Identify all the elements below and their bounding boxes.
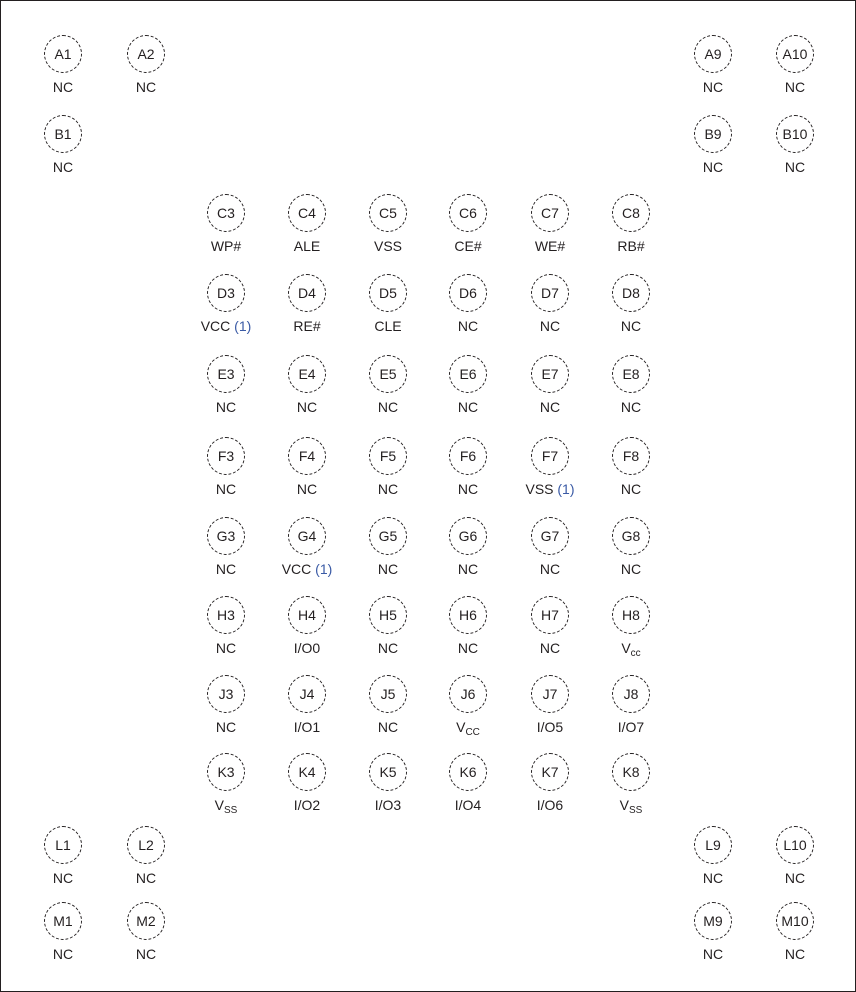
ball-id-label: C3	[217, 205, 235, 221]
signal-label	[537, 798, 563, 812]
signal-name: RB#	[617, 238, 645, 254]
signal-name: NC	[539, 318, 561, 334]
signal-label	[621, 482, 641, 496]
signal-label	[375, 798, 401, 812]
signal-name: I/O5	[536, 719, 564, 735]
ball-id-label: B9	[704, 126, 722, 142]
signal-label	[458, 319, 478, 333]
signal-name: VSS	[525, 481, 554, 497]
signal-label	[621, 400, 641, 414]
signal-subscript: SS	[224, 805, 238, 816]
ball-id-label: D7	[541, 285, 559, 301]
ball-id-label: H4	[298, 607, 316, 623]
signal-name: NC	[296, 399, 318, 415]
signal-name: NC	[377, 399, 399, 415]
signal-label	[458, 641, 478, 655]
ball-id-label: K7	[541, 764, 559, 780]
signal-label	[540, 319, 560, 333]
signal-name: NC	[135, 870, 157, 886]
signal-label	[211, 239, 241, 253]
signal-name: NC	[135, 79, 157, 95]
signal-label	[214, 797, 238, 816]
signal-name: NC	[457, 318, 479, 334]
ball-id-label: K5	[379, 764, 397, 780]
signal-name: NC	[784, 79, 806, 95]
signal-name: NC	[377, 561, 399, 577]
ball-id-label: E5	[379, 366, 397, 382]
signal-name: NC	[215, 561, 237, 577]
signal-name: V	[214, 797, 224, 813]
signal-label	[456, 719, 480, 738]
signal-name: NC	[377, 481, 399, 497]
ball-id-label: D5	[379, 285, 397, 301]
ball-id-label: K4	[298, 764, 316, 780]
ball-id-label: H7	[541, 607, 559, 623]
signal-label	[703, 947, 723, 961]
signal-name: RE#	[293, 318, 321, 334]
ball-id-label: M9	[703, 913, 723, 929]
signal-label	[53, 947, 73, 961]
signal-label	[294, 720, 320, 734]
signal-label	[617, 239, 644, 253]
signal-label	[703, 160, 723, 174]
signal-label	[201, 319, 252, 333]
signal-name: NC	[620, 481, 642, 497]
signal-label	[618, 720, 644, 734]
signal-label	[785, 160, 805, 174]
footnote-ref: (1)	[234, 318, 252, 334]
signal-label	[294, 798, 320, 812]
signal-label	[53, 871, 73, 885]
signal-label	[53, 160, 73, 174]
ball-id-label: K3	[217, 764, 235, 780]
signal-label	[378, 482, 398, 496]
signal-label	[458, 400, 478, 414]
signal-label	[458, 562, 478, 576]
signal-label	[294, 641, 320, 655]
ball-id-label: F3	[217, 448, 235, 464]
signal-name: NC	[620, 318, 642, 334]
ball-id-label: J8	[623, 686, 639, 702]
signal-name: NC	[702, 79, 724, 95]
signal-name: NC	[457, 481, 479, 497]
signal-name: I/O0	[293, 640, 321, 656]
ball-id-label: F5	[379, 448, 397, 464]
signal-name: CE#	[454, 238, 482, 254]
ball-id-label: F4	[298, 448, 316, 464]
signal-name: WP#	[210, 238, 242, 254]
signal-label	[294, 239, 320, 253]
ball-id-label: F7	[541, 448, 559, 464]
signal-name: VCC	[200, 318, 231, 334]
signal-label	[785, 80, 805, 94]
ball-id-label: C6	[459, 205, 477, 221]
ball-id-label: A10	[782, 46, 808, 62]
signal-name: NC	[784, 946, 806, 962]
signal-label	[785, 871, 805, 885]
signal-subscript: CC	[465, 727, 480, 738]
signal-name: NC	[135, 946, 157, 962]
signal-label	[621, 562, 641, 576]
ball-id-label: D4	[298, 285, 316, 301]
signal-name: NC	[52, 159, 74, 175]
signal-label	[785, 947, 805, 961]
ball-id-label: A1	[54, 46, 72, 62]
signal-name: NC	[457, 561, 479, 577]
ball-id-label: J3	[218, 686, 234, 702]
signal-name: NC	[215, 719, 237, 735]
ball-id-label: M1	[53, 913, 73, 929]
signal-name: I/O3	[374, 797, 402, 813]
ball-id-label: C4	[298, 205, 316, 221]
signal-label	[540, 400, 560, 414]
ball-id-label: J6	[460, 686, 476, 702]
ball-id-label: M2	[136, 913, 156, 929]
ball-id-label: B10	[782, 126, 808, 142]
signal-label	[540, 641, 560, 655]
signal-label	[378, 720, 398, 734]
signal-name: ALE	[293, 238, 321, 254]
ball-id-label: D8	[622, 285, 640, 301]
signal-label	[53, 80, 73, 94]
ball-id-label: C8	[622, 205, 640, 221]
signal-name: NC	[784, 870, 806, 886]
signal-name: NC	[377, 640, 399, 656]
ball-id-label: L9	[705, 837, 721, 853]
signal-label	[703, 80, 723, 94]
signal-label	[455, 798, 481, 812]
ball-id-label: F8	[622, 448, 640, 464]
signal-name: VSS	[373, 238, 403, 254]
signal-name: I/O7	[617, 719, 645, 735]
signal-label	[378, 400, 398, 414]
signal-name: NC	[215, 399, 237, 415]
signal-name: V	[621, 640, 631, 656]
signal-label	[703, 871, 723, 885]
ball-id-label: F6	[459, 448, 477, 464]
signal-label	[282, 562, 333, 576]
ball-id-label: H3	[217, 607, 235, 623]
ball-id-label: K8	[622, 764, 640, 780]
signal-name: V	[619, 797, 629, 813]
signal-name: NC	[784, 159, 806, 175]
signal-name: NC	[539, 640, 561, 656]
signal-label	[540, 562, 560, 576]
ball-id-label: H5	[379, 607, 397, 623]
signal-name: CLE	[374, 318, 402, 334]
signal-label	[378, 562, 398, 576]
signal-label	[216, 482, 236, 496]
signal-name: I/O6	[536, 797, 564, 813]
signal-name: NC	[620, 561, 642, 577]
ball-id-label: C5	[379, 205, 397, 221]
signal-label	[216, 641, 236, 655]
signal-name: NC	[215, 640, 237, 656]
signal-label	[297, 482, 317, 496]
signal-label	[621, 319, 641, 333]
signal-label	[297, 400, 317, 414]
signal-name: NC	[702, 946, 724, 962]
ball-id-label: B1	[54, 126, 72, 142]
signal-label	[378, 641, 398, 655]
signal-label	[136, 947, 156, 961]
ball-id-label: J4	[299, 686, 315, 702]
ball-id-label: G8	[621, 528, 641, 544]
ball-id-label: E7	[541, 366, 559, 382]
signal-name: NC	[215, 481, 237, 497]
signal-subscript: SS	[629, 805, 643, 816]
signal-name: WE#	[534, 238, 566, 254]
ball-id-label: H6	[459, 607, 477, 623]
signal-name: NC	[457, 640, 479, 656]
ball-id-label: E3	[217, 366, 235, 382]
ball-id-label: D6	[459, 285, 477, 301]
ball-id-label: G7	[540, 528, 560, 544]
signal-name: NC	[620, 399, 642, 415]
ball-id-label: G3	[216, 528, 236, 544]
signal-name: NC	[296, 481, 318, 497]
signal-label	[525, 482, 574, 496]
signal-label	[136, 871, 156, 885]
signal-name: NC	[702, 159, 724, 175]
signal-label	[216, 562, 236, 576]
signal-label	[216, 720, 236, 734]
signal-label	[458, 482, 478, 496]
ball-id-label: J5	[380, 686, 396, 702]
signal-name: NC	[539, 399, 561, 415]
signal-label	[619, 797, 643, 816]
signal-name: NC	[52, 870, 74, 886]
ball-id-label: E6	[459, 366, 477, 382]
signal-name: NC	[457, 399, 479, 415]
ball-id-label: H8	[622, 607, 640, 623]
ball-id-label: A9	[704, 46, 722, 62]
signal-name: I/O4	[454, 797, 482, 813]
ball-id-label: M10	[781, 913, 809, 929]
signal-name: VCC	[281, 561, 312, 577]
ball-id-label: L10	[783, 837, 807, 853]
signal-name: I/O2	[293, 797, 321, 813]
ball-id-label: E8	[622, 366, 640, 382]
ball-id-label: L2	[138, 837, 154, 853]
signal-label	[621, 640, 641, 659]
footnote-ref: (1)	[315, 561, 333, 577]
ball-id-label: D3	[217, 285, 235, 301]
ball-id-label: G6	[458, 528, 478, 544]
ball-id-label: A2	[137, 46, 155, 62]
signal-label	[216, 400, 236, 414]
signal-label	[535, 239, 565, 253]
ball-id-label: G4	[297, 528, 317, 544]
ball-id-label: J7	[542, 686, 558, 702]
signal-name: V	[456, 719, 466, 735]
signal-name: NC	[377, 719, 399, 735]
signal-name: NC	[702, 870, 724, 886]
signal-subscript: cc	[630, 648, 641, 659]
signal-label	[136, 80, 156, 94]
signal-label	[293, 319, 320, 333]
signal-name: NC	[52, 79, 74, 95]
signal-name: NC	[539, 561, 561, 577]
ball-id-label: G5	[378, 528, 398, 544]
signal-name: I/O1	[293, 719, 321, 735]
ball-id-label: K6	[459, 764, 477, 780]
signal-name: NC	[52, 946, 74, 962]
ball-id-label: L1	[55, 837, 71, 853]
signal-label	[374, 319, 401, 333]
footnote-ref: (1)	[557, 481, 575, 497]
signal-label	[454, 239, 481, 253]
ball-id-label: C7	[541, 205, 559, 221]
signal-label	[374, 239, 402, 253]
ball-id-label: E4	[298, 366, 316, 382]
signal-label	[537, 720, 563, 734]
